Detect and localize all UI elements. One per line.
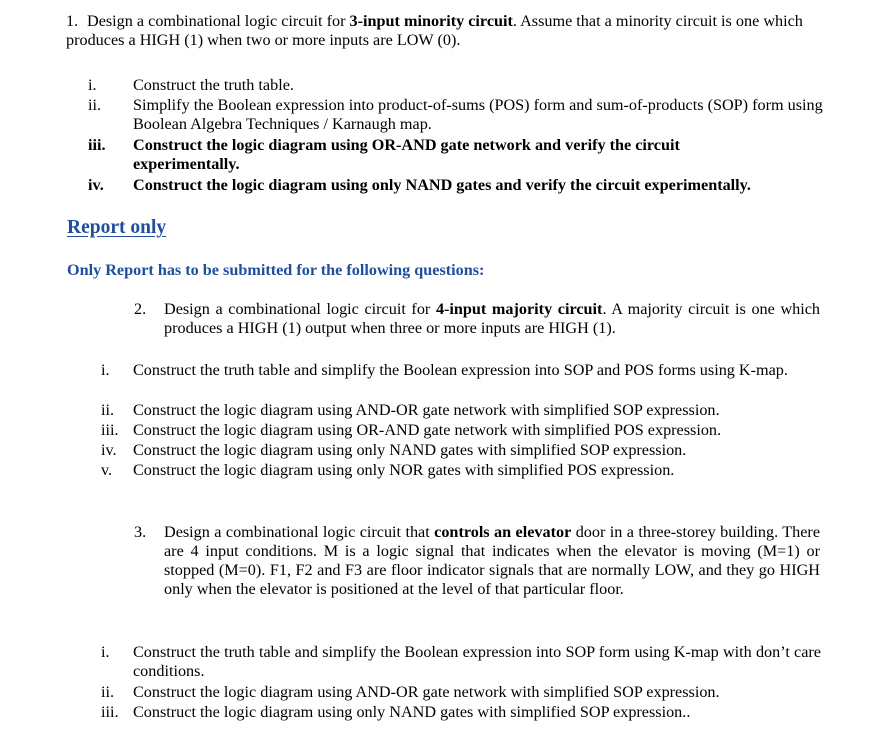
question-1-bold: 3-input minority circuit — [349, 12, 513, 30]
question-1-number: 1. — [66, 12, 79, 30]
report-only-heading: Report only — [67, 217, 167, 238]
list-item: iii. Construct the logic diagram using OR-AND gate network and verify the circuit experimentally. — [88, 136, 680, 173]
question-2-text: Design a combinational logic circuit for 4-input majority circuit. A majority circuit is one which produces a HIGH (1) output when three or more inputs are HIGH (1). — [164, 300, 820, 337]
list-item: i. Construct the truth table. — [88, 76, 294, 94]
list-item: i. Construct the truth table and simplify the Boolean expression into SOP and POS forms using K-map. — [101, 361, 788, 379]
question-2 — [134, 300, 820, 338]
list-item: ii. Construct the logic diagram using AND-OR gate network with simplified SOP expression. — [101, 401, 720, 419]
question-3 — [134, 523, 820, 599]
question-1 — [66, 12, 818, 50]
list-item: iv. Construct the logic diagram using only NAND gates with simplified SOP expression. — [101, 441, 687, 459]
question-3-number: 3. — [134, 523, 147, 541]
list-item: iii. Construct the logic diagram using only NAND gates with simplified SOP expression.. — [101, 703, 691, 721]
list-item: v. Construct the logic diagram using only NOR gates with simplified POS expression. — [101, 461, 675, 479]
list-item: i. Construct the truth table and simplify the Boolean expression into SOP form using K-map with don’t care conditions. — [101, 643, 821, 680]
list-item: ii. Simplify the Boolean expression into product-of-sums (POS) form and sum-of-products (SOP) form using Boolean Algebra Techniques / Karnaugh map. — [88, 96, 823, 133]
question-2-number: 2. — [134, 300, 147, 318]
list-item: ii. Construct the logic diagram using AND-OR gate network with simplified SOP expression. — [101, 683, 720, 701]
question-1-text: 1. Design a combinational logic circuit for 3-input minority circuit. Assume that a minority circuit is one which produces a HIGH (1) when two or more inputs are LOW (0). — [66, 12, 803, 49]
question-3-text: Design a combinational logic circuit that controls an elevator door in a three-storey building. There are 4 input conditions. M is a logic signal that indicates when the elevator is moving (M=1) or stopped (M=0). F1, F2 and F3 are floor indicator signals that are normally LOW, and they go HIGH only when the elevator is positioned at the level of that particular floor. — [164, 523, 820, 598]
list-item: iv. Construct the logic diagram using only NAND gates and verify the circuit experimentally. — [88, 176, 751, 194]
list-item: iii. Construct the logic diagram using OR-AND gate network with simplified POS expression. — [101, 421, 722, 439]
report-subheading: Only Report has to be submitted for the following questions: — [67, 261, 485, 279]
